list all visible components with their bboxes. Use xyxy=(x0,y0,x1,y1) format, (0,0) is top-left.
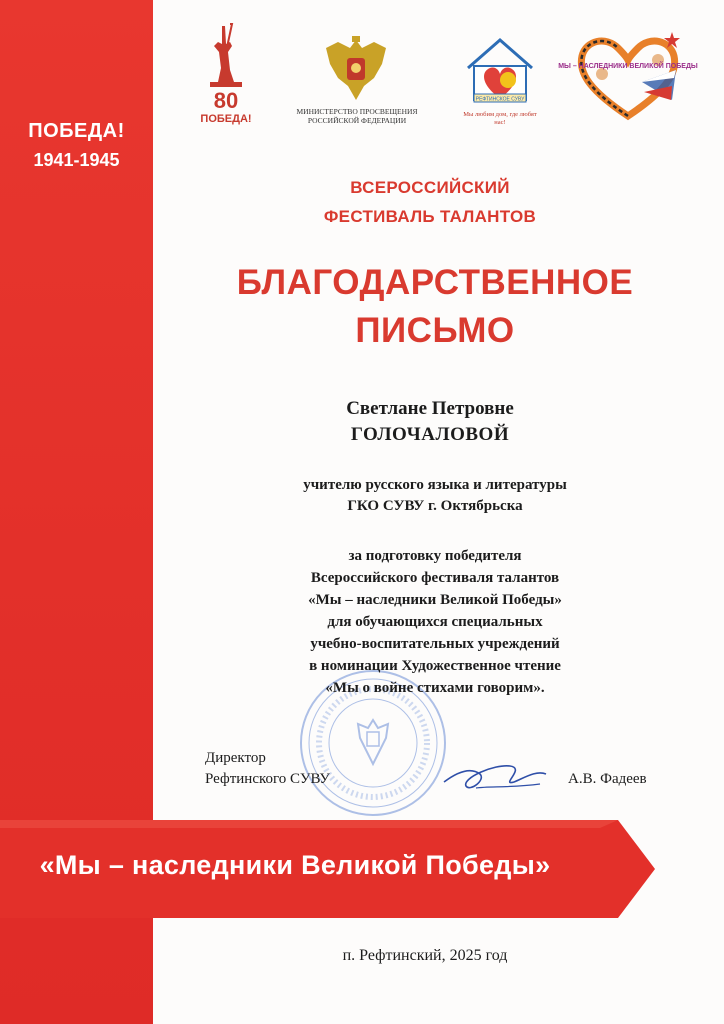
place-and-year: п. Рефтинский, 2025 год xyxy=(342,947,508,964)
ministry-caption: МИНИСТЕРСТВО ПРОСВЕЩЕНИЯ РОССИЙСКОЙ ФЕДЕРАЦИИ xyxy=(296,107,418,125)
heirs-victory-logo xyxy=(558,30,698,122)
reason-line: в номинации Художественное чтение xyxy=(309,658,561,674)
festival-heading-line1: ВСЕРОССИЙСКИЙ xyxy=(350,178,510,197)
anniversary-caption: ПОБЕДА! xyxy=(200,113,252,125)
reason-line: «Мы о войне стихами говорим». xyxy=(325,680,545,696)
reason-line: Всероссийского фестиваля талантов xyxy=(310,570,560,586)
house-heart-icon xyxy=(462,36,538,108)
heirs-caption: МЫ – НАСЛЕДНИКИ ВЕЛИКОЙ ПОБЕДЫ xyxy=(558,63,698,70)
director-role-line2: Рефтинского СУВУ xyxy=(205,771,330,787)
home-caption: Мы любим дом, где любят нас! xyxy=(463,111,537,126)
handwritten-signature xyxy=(440,752,550,807)
reason-line: за подготовку победителя xyxy=(348,548,522,564)
festival-heading-line2: ФЕСТИВАЛЬ ТАЛАНТОВ xyxy=(323,207,537,226)
home-logo xyxy=(462,36,538,108)
home-sign: РЕФТИНСКОЕ СУВУ xyxy=(475,96,525,103)
ribbon-heart-icon xyxy=(558,30,698,122)
letter-title-line2: ПИСЬМО xyxy=(355,311,515,350)
position-line1: учителю русского языка и литературы xyxy=(303,477,567,493)
director-name: А.В. Фадеев xyxy=(568,771,647,787)
victory-80-logo xyxy=(196,22,258,126)
banner-slogan: «Мы – наследники Великой Победы» xyxy=(39,850,551,880)
reason-line: «Мы – наследники Великой Победы» xyxy=(308,592,562,608)
reason-line: для обучающихся специальных xyxy=(327,614,543,630)
ministry-emblem xyxy=(316,34,396,106)
slogan-banner xyxy=(0,820,655,918)
director-role-line1: Директор xyxy=(205,750,266,766)
side-band-years: 1941-1945 xyxy=(33,150,120,170)
recipient-name: Светлане Петровне xyxy=(346,398,514,419)
signature-icon xyxy=(440,752,550,802)
monument-icon xyxy=(196,22,258,126)
reason-line: учебно-воспитательных учреждений xyxy=(310,636,560,652)
position-line2: ГКО СУВУ г. Октябрьска xyxy=(347,498,523,514)
side-band-title: ПОБЕДА! xyxy=(28,120,125,142)
eagle-emblem-icon xyxy=(316,34,396,106)
anniversary-number: 80 xyxy=(213,88,239,113)
recipient-surname: ГОЛОЧАЛОВОЙ xyxy=(350,424,510,445)
letter-title-line1: БЛАГОДАРСТВЕННОЕ xyxy=(236,263,634,302)
